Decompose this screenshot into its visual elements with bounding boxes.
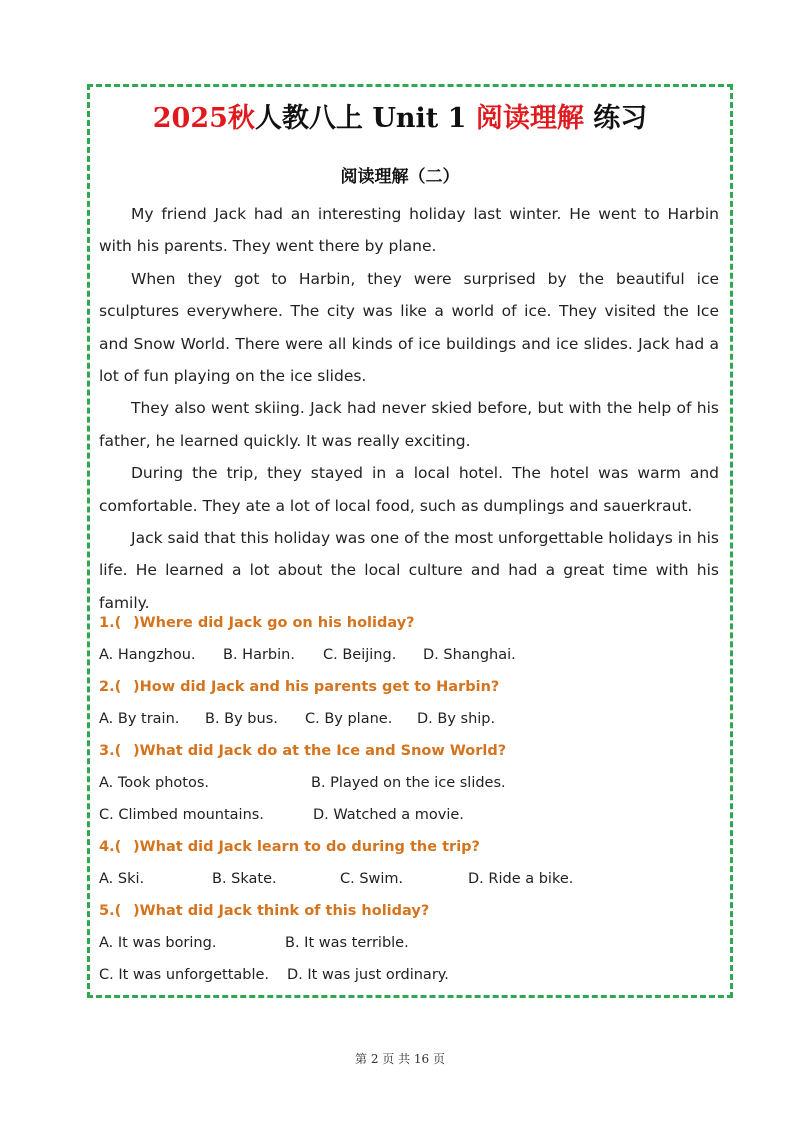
option-c[interactable]: C. It was unforgettable. [99, 967, 270, 983]
question-text: Where did Jack go on his holiday? [139, 615, 415, 631]
option-a[interactable]: A. It was boring. [99, 935, 217, 951]
question-list [99, 609, 719, 993]
option-c[interactable]: C. Climbed mountains. [99, 807, 264, 823]
question-close-paren: ) [133, 679, 140, 695]
question-close-paren: ) [133, 615, 140, 631]
option-b[interactable]: B. It was terrible. [285, 935, 409, 951]
options-row [99, 929, 719, 961]
option-a[interactable]: A. Ski. [99, 871, 145, 887]
title-year: 2025秋 [152, 103, 255, 134]
option-d[interactable]: D. By ship. [417, 711, 496, 727]
question-number: 5.( [99, 903, 122, 919]
section-subtitle: 阅读理解（二） [340, 167, 460, 187]
question-2 [99, 673, 719, 705]
option-a[interactable]: A. Hangzhou. [99, 647, 196, 663]
options-row [99, 769, 719, 801]
question-1 [99, 609, 719, 641]
option-d[interactable]: D. It was just ordinary. [287, 967, 449, 983]
passage-paragraph: My friend Jack had an interesting holiday last winter. He went to Harbin with his parents. They went there by plane. [99, 205, 719, 256]
question-number: 1.( [99, 615, 122, 631]
question-number: 2.( [99, 679, 122, 695]
question-3 [99, 737, 719, 769]
question-close-paren: ) [133, 743, 140, 759]
question-text: What did Jack learn to do during the trip? [139, 839, 480, 855]
option-b[interactable]: B. By bus. [205, 711, 278, 727]
option-d[interactable]: D. Watched a movie. [313, 807, 464, 823]
question-text: What did Jack do at the Ice and Snow World? [139, 743, 507, 759]
title-unit: 人教八上 Unit 1 [254, 103, 476, 134]
option-b[interactable]: B. Harbin. [223, 647, 295, 663]
title-topic: 阅读理解 [475, 103, 584, 134]
option-d[interactable]: D. Shanghai. [423, 647, 516, 663]
options-row [99, 705, 719, 737]
question-text: What did Jack think of this holiday? [139, 903, 430, 919]
page-footer: 第 2 页 共 16 页 [355, 1052, 445, 1066]
options-row [99, 801, 719, 833]
options-row [99, 641, 719, 673]
page-title [0, 96, 800, 135]
question-5 [99, 897, 719, 929]
option-b[interactable]: B. Played on the ice slides. [311, 775, 506, 791]
question-close-paren: ) [133, 839, 140, 855]
option-c[interactable]: C. By plane. [305, 711, 393, 727]
question-text: How did Jack and his parents get to Harbin? [139, 679, 500, 695]
options-row [99, 961, 719, 993]
passage-paragraph: Jack said that this holiday was one of the most unforgettable holidays in his life. He learned a lot about the local culture and had a great time with his family. [99, 529, 719, 612]
passage-paragraph: They also went skiing. Jack had never skied before, but with the help of his father, he learned quickly. It was really exciting. [99, 399, 719, 450]
question-4 [99, 833, 719, 865]
reading-passage [99, 198, 719, 619]
option-c[interactable]: C. Swim. [340, 871, 404, 887]
option-c[interactable]: C. Beijing. [323, 647, 397, 663]
option-b[interactable]: B. Skate. [212, 871, 277, 887]
question-number: 3.( [99, 743, 122, 759]
question-close-paren: ) [133, 903, 140, 919]
options-row [99, 865, 719, 897]
option-a[interactable]: A. By train. [99, 711, 180, 727]
title-suffix: 练习 [583, 103, 648, 134]
question-number: 4.( [99, 839, 122, 855]
option-a[interactable]: A. Took photos. [99, 775, 210, 791]
passage-paragraph: During the trip, they stayed in a local hotel. The hotel was warm and comfortable. They ate a lot of local food, such as dumplings and sauerkraut. [99, 464, 719, 515]
option-d[interactable]: D. Ride a bike. [468, 871, 574, 887]
passage-paragraph: When they got to Harbin, they were surprised by the beautiful ice sculptures everywhere. The city was like a world of ice. They visited the Ice and Snow World. There were all kinds of ice buildings and ice slides. Jack had a lot of fun playing on the ice slides. [99, 269, 719, 386]
